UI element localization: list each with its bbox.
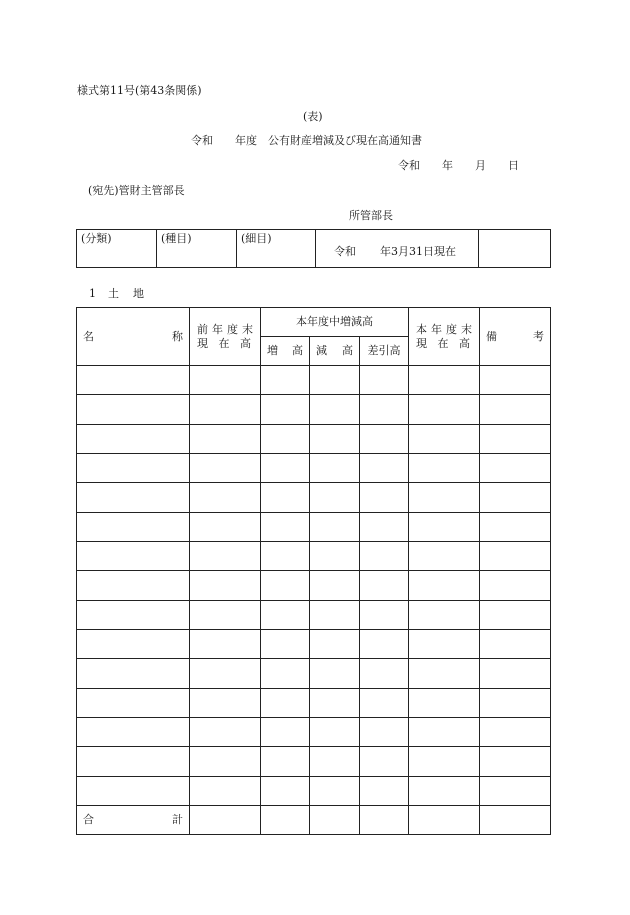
cell-name[interactable]	[77, 454, 190, 483]
cell-name[interactable]	[77, 571, 190, 600]
total-label: 合 計	[77, 806, 190, 835]
cell-decrease[interactable]	[310, 688, 360, 717]
subtype-label: (細目)	[241, 232, 272, 245]
table-row	[77, 483, 551, 512]
cell-decrease[interactable]	[310, 454, 360, 483]
category-table	[76, 229, 551, 268]
cell-curr[interactable]	[409, 424, 480, 453]
cell-name[interactable]	[77, 688, 190, 717]
cell-difference[interactable]	[360, 571, 409, 600]
header-increase: 増 高	[261, 337, 310, 366]
cell-increase[interactable]	[261, 454, 310, 483]
cell-curr[interactable]	[409, 483, 480, 512]
table-row	[77, 600, 551, 629]
cell-increase[interactable]	[261, 600, 310, 629]
header-change-group: 本年度中増減高	[261, 308, 409, 337]
form-number: 様式第11号(第43条関係)	[77, 84, 202, 97]
cell-name[interactable]	[77, 366, 190, 395]
cell-prev[interactable]	[190, 659, 261, 688]
header-remarks: 備 考	[480, 308, 551, 366]
total-row	[77, 806, 551, 835]
cell-increase[interactable]	[261, 718, 310, 747]
cell-remarks[interactable]	[480, 776, 551, 805]
cell-decrease[interactable]	[310, 776, 360, 805]
as-of-date-cell	[316, 230, 479, 268]
total-difference-cell[interactable]	[360, 806, 409, 835]
cell-curr[interactable]	[409, 395, 480, 424]
cell-curr[interactable]	[409, 776, 480, 805]
table-row	[77, 395, 551, 424]
table-row	[77, 366, 551, 395]
cell-difference[interactable]	[360, 659, 409, 688]
header-prev-year-end: 前 年 度 末 現 在 高	[190, 308, 261, 366]
cell-difference[interactable]	[360, 776, 409, 805]
cell-decrease[interactable]	[310, 571, 360, 600]
cell-remarks[interactable]	[480, 454, 551, 483]
cell-decrease[interactable]	[310, 483, 360, 512]
cell-increase[interactable]	[261, 366, 310, 395]
cell-decrease[interactable]	[310, 424, 360, 453]
cell-prev[interactable]	[190, 571, 261, 600]
cell-curr[interactable]	[409, 366, 480, 395]
type-label: (種目)	[161, 232, 192, 245]
total-increase-cell[interactable]	[261, 806, 310, 835]
subtype-cell[interactable]	[237, 230, 316, 268]
cell-name[interactable]	[77, 395, 190, 424]
cell-remarks[interactable]	[480, 718, 551, 747]
cell-difference[interactable]	[360, 512, 409, 541]
cell-curr[interactable]	[409, 630, 480, 659]
cell-increase[interactable]	[261, 395, 310, 424]
page-side-label: (表)	[303, 110, 323, 123]
total-remarks-cell[interactable]	[480, 806, 551, 835]
cell-name[interactable]	[77, 542, 190, 571]
cell-difference[interactable]	[360, 718, 409, 747]
table-row	[77, 776, 551, 805]
date-line	[398, 159, 519, 173]
type-cell[interactable]	[157, 230, 237, 268]
cell-curr[interactable]	[409, 600, 480, 629]
cell-increase[interactable]	[261, 659, 310, 688]
cell-curr[interactable]	[409, 688, 480, 717]
total-prev-cell[interactable]	[190, 806, 261, 835]
cell-remarks[interactable]	[480, 630, 551, 659]
as-of-era: 令和	[334, 244, 356, 258]
cell-increase[interactable]	[261, 630, 310, 659]
date-era: 令和	[398, 159, 420, 172]
table-row	[77, 424, 551, 453]
cell-prev[interactable]	[190, 688, 261, 717]
cell-decrease[interactable]	[310, 542, 360, 571]
date-day: 日	[508, 159, 519, 172]
cell-prev[interactable]	[190, 424, 261, 453]
cell-remarks[interactable]	[480, 542, 551, 571]
cell-prev[interactable]	[190, 542, 261, 571]
cell-remarks[interactable]	[480, 600, 551, 629]
cell-remarks[interactable]	[480, 366, 551, 395]
cell-prev[interactable]	[190, 366, 261, 395]
cell-remarks[interactable]	[480, 571, 551, 600]
date-year: 年	[442, 159, 453, 172]
cell-name[interactable]	[77, 630, 190, 659]
cell-prev[interactable]	[190, 630, 261, 659]
classification-cell[interactable]	[77, 230, 157, 268]
cell-remarks[interactable]	[480, 395, 551, 424]
cell-remarks[interactable]	[480, 659, 551, 688]
table-row	[77, 718, 551, 747]
cell-prev[interactable]	[190, 454, 261, 483]
cell-prev[interactable]	[190, 483, 261, 512]
cell-remarks[interactable]	[480, 747, 551, 776]
as-of-text: 年3月31日現在	[380, 244, 456, 258]
cell-curr[interactable]	[409, 718, 480, 747]
table-row	[77, 688, 551, 717]
cell-increase[interactable]	[261, 688, 310, 717]
table-row	[77, 571, 551, 600]
cell-prev[interactable]	[190, 512, 261, 541]
cell-name[interactable]	[77, 659, 190, 688]
cell-prev[interactable]	[190, 395, 261, 424]
cell-remarks[interactable]	[480, 512, 551, 541]
cell-remarks[interactable]	[480, 424, 551, 453]
cell-curr[interactable]	[409, 454, 480, 483]
cell-name[interactable]	[77, 600, 190, 629]
land-table	[76, 307, 551, 835]
section-name-1: 土	[108, 287, 119, 300]
cell-remarks[interactable]	[480, 688, 551, 717]
total-decrease-cell[interactable]	[310, 806, 360, 835]
cell-decrease[interactable]	[310, 718, 360, 747]
section-name-2: 地	[133, 287, 144, 300]
cell-difference[interactable]	[360, 542, 409, 571]
cell-remarks[interactable]	[480, 483, 551, 512]
cell-prev[interactable]	[190, 776, 261, 805]
document-title-line	[191, 134, 422, 148]
section-heading	[89, 287, 144, 301]
cell-prev[interactable]	[190, 747, 261, 776]
cell-difference[interactable]	[360, 454, 409, 483]
cell-curr[interactable]	[409, 542, 480, 571]
header-difference: 差引高	[360, 337, 409, 366]
cell-name[interactable]	[77, 483, 190, 512]
cell-curr[interactable]	[409, 512, 480, 541]
table-row	[77, 630, 551, 659]
cell-curr[interactable]	[409, 571, 480, 600]
cell-prev[interactable]	[190, 718, 261, 747]
cell-prev[interactable]	[190, 600, 261, 629]
cell-decrease[interactable]	[310, 395, 360, 424]
category-blank-cell[interactable]	[479, 230, 551, 268]
table-row	[77, 512, 551, 541]
header-name: 名 称	[77, 308, 190, 366]
total-curr-cell[interactable]	[409, 806, 480, 835]
cell-curr[interactable]	[409, 747, 480, 776]
cell-curr[interactable]	[409, 659, 480, 688]
header-decrease: 減 高	[310, 337, 360, 366]
classification-label: (分類)	[81, 232, 112, 245]
cell-increase[interactable]	[261, 747, 310, 776]
cell-increase[interactable]	[261, 542, 310, 571]
date-month: 月	[475, 159, 486, 172]
table-row	[77, 454, 551, 483]
cell-name[interactable]	[77, 424, 190, 453]
table-row	[77, 659, 551, 688]
cell-name[interactable]	[77, 512, 190, 541]
table-row	[77, 747, 551, 776]
cell-difference[interactable]	[360, 747, 409, 776]
header-curr-year-end: 本 年 度 末 現 在 高	[409, 308, 480, 366]
cell-difference[interactable]	[360, 395, 409, 424]
department-head: 所管部長	[349, 209, 393, 222]
cell-name[interactable]	[77, 747, 190, 776]
cell-increase[interactable]	[261, 483, 310, 512]
cell-decrease[interactable]	[310, 659, 360, 688]
cell-difference[interactable]	[360, 600, 409, 629]
cell-decrease[interactable]	[310, 600, 360, 629]
cell-difference[interactable]	[360, 366, 409, 395]
cell-increase[interactable]	[261, 512, 310, 541]
title-year-suffix: 年度	[235, 134, 257, 147]
cell-decrease[interactable]	[310, 747, 360, 776]
cell-difference[interactable]	[360, 688, 409, 717]
cell-difference[interactable]	[360, 483, 409, 512]
cell-increase[interactable]	[261, 776, 310, 805]
cell-difference[interactable]	[360, 424, 409, 453]
cell-name[interactable]	[77, 776, 190, 805]
cell-decrease[interactable]	[310, 366, 360, 395]
table-body	[77, 366, 551, 806]
cell-name[interactable]	[77, 718, 190, 747]
cell-increase[interactable]	[261, 571, 310, 600]
document-title: 公有財産増減及び現在高通知書	[268, 134, 422, 147]
cell-increase[interactable]	[261, 424, 310, 453]
title-era: 令和	[191, 134, 213, 147]
cell-decrease[interactable]	[310, 512, 360, 541]
cell-decrease[interactable]	[310, 630, 360, 659]
table-row	[77, 542, 551, 571]
addressee: (宛先)管財主管部長	[88, 184, 185, 197]
cell-difference[interactable]	[360, 630, 409, 659]
section-number: 1	[89, 287, 96, 300]
